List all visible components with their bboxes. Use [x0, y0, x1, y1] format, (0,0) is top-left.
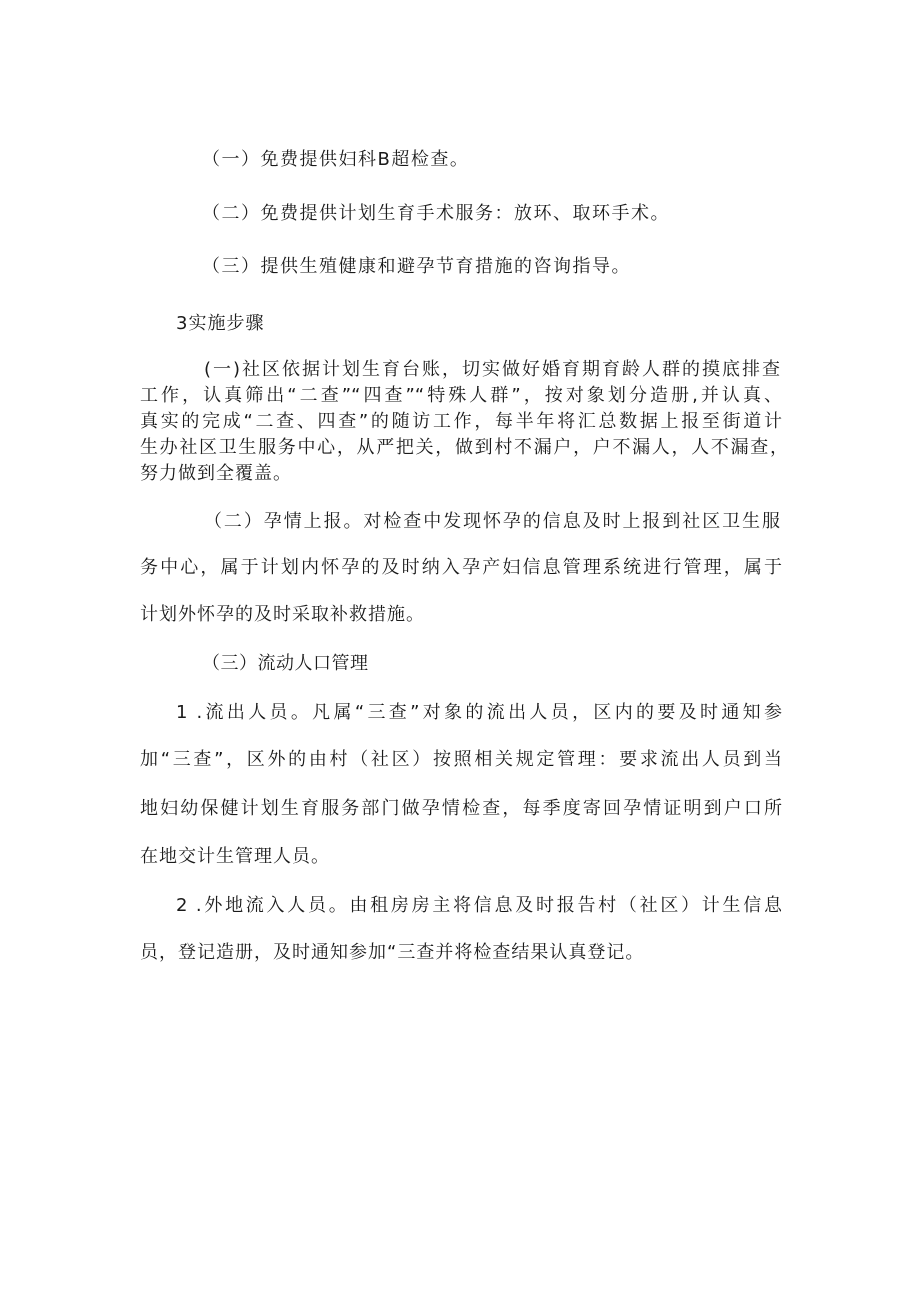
section-heading: 3实施步骤 [176, 313, 265, 334]
step3-item1-line-2: 加“三查”，区外的由村（社区）按照相关规定管理：要求流出人员到当 [140, 749, 782, 770]
step2-line-3: 计划外怀孕的及时采取补救措施。 [140, 604, 425, 625]
step1-line-1: (一)社区依据计划生育台账，切实做好婚育期育龄人群的摸底排查 [204, 359, 780, 380]
step3-item1-line-4: 在地交计生管理人员。 [140, 846, 330, 867]
step3-item1-line-1: 1 .流出人员。凡属“三查”对象的流出人员，区内的要及时通知参 [176, 702, 782, 723]
step2-line-1: （二）孕情上报。对检查中发现怀孕的信息及时上报到社区卫生服 [204, 511, 780, 532]
step1-line-4: 生办社区卫生服务中心，从严把关，做到村不漏户，户不漏人，人不漏查， [140, 437, 788, 458]
step3-item1-line-3: 地妇幼保健计划生育服务部门做孕情检查，每季度寄回孕情证明到户口所 [140, 798, 782, 819]
step2-line-2: 务中心，属于计划内怀孕的及时纳入孕产妇信息管理系统进行管理，属于 [140, 557, 782, 578]
service-item-3: （三）提供生殖健康和避孕节育措施的咨询指导。 [202, 256, 631, 277]
step1-line-5: 努力做到全覆盖。 [140, 463, 292, 484]
step3-heading: （三）流动人口管理 [202, 653, 369, 674]
step1-line-2: 工作，认真筛出“二查”“四查”“特殊人群”，按对象划分造册,并认真、 [140, 385, 782, 406]
step3-item2-line-1: 2 .外地流入人员。由租房房主将信息及时报告村（社区）计生信息 [176, 895, 782, 916]
step3-item2-line-2: 员，登记造册，及时通知参加“三查并将检查结果认真登记。 [140, 942, 645, 963]
step1-line-3: 真实的完成“二查、四查”的随访工作，每半年将汇总数据上报至街道计 [140, 411, 782, 432]
service-item-2: （二）免费提供计划生育手术服务：放环、取环手术。 [202, 203, 670, 224]
service-item-1: （一）免费提供妇科B超检查。 [202, 149, 470, 170]
